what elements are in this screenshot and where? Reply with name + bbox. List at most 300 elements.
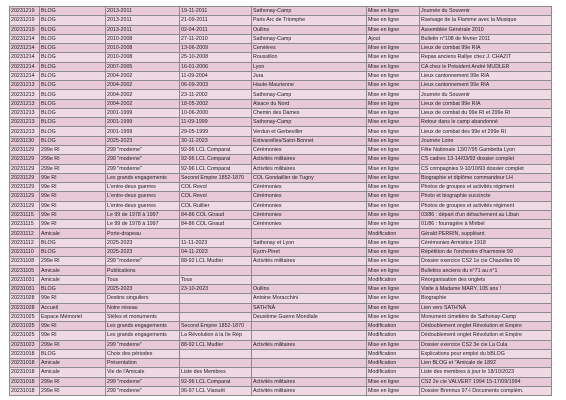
table-row bbox=[10, 284, 552, 293]
table-row bbox=[10, 349, 552, 358]
subcategory-cell: La Révolution à la IIe Rép bbox=[180, 331, 252, 340]
subcategory-cell: 92-96 LCL Comparat bbox=[180, 164, 252, 173]
table-row bbox=[10, 229, 552, 238]
description-cell: CS compagnies 9-10/10/93 dossier complet bbox=[420, 164, 552, 173]
date-cell: 20231129 bbox=[10, 145, 40, 154]
subcategory-cell bbox=[180, 229, 252, 238]
description-cell: Lien BLOG et "Amicale de 1892 bbox=[420, 359, 552, 368]
section-cell: BLOG bbox=[40, 44, 106, 53]
date-cell: 20231219 bbox=[10, 16, 40, 25]
category-cell: 2001-1999 bbox=[106, 108, 180, 117]
action-cell: Mise en ligne bbox=[367, 284, 420, 293]
category-cell: 2004-2002 bbox=[106, 90, 180, 99]
date-cell: 20231112 bbox=[10, 229, 40, 238]
table-row bbox=[10, 312, 552, 321]
subcategory-cell: 25-10-2008 bbox=[180, 53, 252, 62]
description-cell: Dédoublement onglet Révolution et Empire bbox=[420, 331, 552, 340]
detail-cell: COL Gondaillier de Tugny bbox=[252, 173, 367, 182]
section-cell: 299e RI bbox=[40, 340, 106, 349]
subcategory-cell: 92-96 LCL Comparat bbox=[180, 377, 252, 386]
date-cell: 20231213 bbox=[10, 90, 40, 99]
detail-cell bbox=[252, 359, 367, 368]
table-row bbox=[10, 71, 552, 80]
detail-cell: Cérémonies bbox=[252, 183, 367, 192]
section-cell: BLOG bbox=[40, 53, 106, 62]
date-cell: 20231213 bbox=[10, 127, 40, 136]
category-cell: Les grands engagements bbox=[106, 322, 180, 331]
category-cell: Présentation bbox=[106, 359, 180, 368]
subcategory-cell: 92-96 LCL Comparat bbox=[180, 145, 252, 154]
subcategory-cell: 11-09-2004 bbox=[180, 71, 252, 80]
section-cell: BLOG bbox=[40, 118, 106, 127]
date-cell: 20231213 bbox=[10, 81, 40, 90]
subcategory-cell: 96-97 LCL Viaouët bbox=[180, 386, 252, 395]
action-cell: Modification bbox=[367, 322, 420, 331]
subcategory-cell: 16-01-2006 bbox=[180, 62, 252, 71]
action-cell: Mise en ligne bbox=[367, 386, 420, 395]
action-cell: Mise en ligne bbox=[367, 71, 420, 80]
description-cell: Photos de groupes et activités régiment bbox=[420, 183, 552, 192]
date-cell: 20231213 bbox=[10, 99, 40, 108]
detail-cell: Activités militaires bbox=[252, 386, 367, 395]
date-cell: 20231018 bbox=[10, 359, 40, 368]
description-cell: Journée Loire bbox=[420, 136, 552, 145]
section-cell: 299e RI bbox=[40, 257, 106, 266]
section-cell: 99e RI bbox=[40, 294, 106, 303]
action-cell: Mise en ligne bbox=[367, 53, 420, 62]
table-row bbox=[10, 192, 552, 201]
subcategory-cell: 84-86 COL Giraud bbox=[180, 220, 252, 229]
table-row bbox=[10, 108, 552, 117]
date-cell: 20231025 bbox=[10, 331, 40, 340]
action-cell: Mise en ligne bbox=[367, 266, 420, 275]
subcategory-cell: 11-11-2023 bbox=[180, 238, 252, 247]
date-cell: 20231129 bbox=[10, 201, 40, 210]
category-cell: 2004-2002 bbox=[106, 71, 180, 80]
detail-cell: Antoine Moracchini bbox=[252, 294, 367, 303]
description-cell: Lieux de combat du 99e RI et 299e RI bbox=[420, 108, 552, 117]
description-cell: CS cadres 13-14/03/93 dossier complet bbox=[420, 155, 552, 164]
category-cell: Le 99 de 1978 à 1997 bbox=[106, 210, 180, 219]
subcategory-cell bbox=[180, 266, 252, 275]
table-row bbox=[10, 62, 552, 71]
subcategory-cell: Second Empire 1852-1870 bbox=[180, 322, 252, 331]
detail-cell: Jura bbox=[252, 71, 367, 80]
subcategory-cell bbox=[180, 294, 252, 303]
subcategory-cell: 18-05-2002 bbox=[180, 99, 252, 108]
change-log-table bbox=[9, 6, 552, 396]
date-cell: 20231108 bbox=[10, 257, 40, 266]
table-row bbox=[10, 247, 552, 256]
table-row bbox=[10, 90, 552, 99]
date-cell: 20231214 bbox=[10, 44, 40, 53]
section-cell: BLOG bbox=[40, 16, 106, 25]
date-cell: 20231130 bbox=[10, 136, 40, 145]
description-cell: Bulletin n°108 de février 2011 bbox=[420, 34, 552, 43]
description-cell: 01/86 : fourragère à Miribel bbox=[420, 220, 552, 229]
description-cell: Dossier exercice CS2 3e cie La Cula bbox=[420, 340, 552, 349]
section-cell: BLOG bbox=[40, 127, 106, 136]
table-row bbox=[10, 266, 552, 275]
table-row bbox=[10, 322, 552, 331]
table-row bbox=[10, 331, 552, 340]
action-cell: Mise en ligne bbox=[367, 108, 420, 117]
description-cell: Fête Nationale 13/07/95 Gambetta Lyon bbox=[420, 145, 552, 154]
action-cell: Mise en ligne bbox=[367, 192, 420, 201]
action-cell: Mise en ligne bbox=[367, 99, 420, 108]
date-cell: 20231018 bbox=[10, 377, 40, 386]
section-cell: Amicale bbox=[40, 368, 106, 377]
table-row bbox=[10, 44, 552, 53]
table-row bbox=[10, 340, 552, 349]
description-cell: Lieux de combat 99e RIA bbox=[420, 99, 552, 108]
section-cell: 99e RI bbox=[40, 331, 106, 340]
description-cell: Lieux de combat des 99e et 299e RI bbox=[420, 127, 552, 136]
table-row bbox=[10, 53, 552, 62]
description-cell: Dédoublement onglet Révolution et Empire bbox=[420, 322, 552, 331]
description-cell: Liste des membres à jour le 18/10/2023 bbox=[420, 368, 552, 377]
section-cell: 299e RI bbox=[40, 155, 106, 164]
category-cell: 299 "moderne" bbox=[106, 164, 180, 173]
table-row bbox=[10, 386, 552, 395]
subcategory-cell: 02-04-2011 bbox=[180, 25, 252, 34]
category-cell: 2001-1999 bbox=[106, 118, 180, 127]
detail-cell: Haute-Maurienne bbox=[252, 81, 367, 90]
action-cell: Mise en ligne bbox=[367, 340, 420, 349]
subcategory-cell: 11-09-1999 bbox=[180, 118, 252, 127]
section-cell: Amicale bbox=[40, 266, 106, 275]
category-cell: Les grands engagements bbox=[106, 331, 180, 340]
action-cell: Mise en ligne bbox=[367, 44, 420, 53]
subcategory-cell: 10-06-2000 bbox=[180, 108, 252, 117]
change-log-body bbox=[10, 7, 552, 396]
detail-cell: Eyzin-Pinet bbox=[252, 247, 367, 256]
detail-cell: Cérémonies bbox=[252, 192, 367, 201]
action-cell: Modification bbox=[367, 331, 420, 340]
date-cell: 20231214 bbox=[10, 62, 40, 71]
description-cell: Visite à Madame MARY, 105 ans ! bbox=[420, 284, 552, 293]
category-cell: 2013-2011 bbox=[106, 16, 180, 25]
date-cell: 20231129 bbox=[10, 155, 40, 164]
date-cell: 20231018 bbox=[10, 368, 40, 377]
category-cell: 2010-2008 bbox=[106, 53, 180, 62]
date-cell: 20231213 bbox=[10, 108, 40, 117]
table-row bbox=[10, 257, 552, 266]
action-cell: Modification bbox=[367, 359, 420, 368]
subcategory-cell bbox=[180, 312, 252, 321]
detail-cell: Roussillon bbox=[252, 53, 367, 62]
subcategory-cell: 84-86 COL Giraud bbox=[180, 210, 252, 219]
section-cell: 99e RI bbox=[40, 322, 106, 331]
section-cell: BLOG bbox=[40, 34, 106, 43]
category-cell: L'entre-deux guerres bbox=[106, 192, 180, 201]
category-cell: 2007-2005 bbox=[106, 62, 180, 71]
detail-cell: Sathonay-Camp bbox=[252, 7, 367, 16]
subcategory-cell: 29-05-1999 bbox=[180, 127, 252, 136]
action-cell: Mise en ligne bbox=[367, 118, 420, 127]
subcategory-cell: 04-11-2023 bbox=[180, 247, 252, 256]
description-cell: Biographie bbox=[420, 294, 552, 303]
table-row bbox=[10, 99, 552, 108]
action-cell: Mise en ligne bbox=[367, 238, 420, 247]
action-cell: Mise en ligne bbox=[367, 62, 420, 71]
table-row bbox=[10, 145, 552, 154]
date-cell: 20231115 bbox=[10, 210, 40, 219]
subcategory-cell: 21-09-2011 bbox=[180, 16, 252, 25]
section-cell: BLOG bbox=[40, 238, 106, 247]
detail-cell: Oullins bbox=[252, 25, 367, 34]
subcategory-cell: 19-11-2011 bbox=[180, 7, 252, 16]
category-cell: 299 "moderne" bbox=[106, 340, 180, 349]
date-cell: 20231219 bbox=[10, 25, 40, 34]
action-cell: Mise en ligne bbox=[367, 127, 420, 136]
category-cell: Stèles et monuments bbox=[106, 312, 180, 321]
subcategory-cell: COL Ruillier bbox=[180, 201, 252, 210]
table-row bbox=[10, 303, 552, 312]
table-row bbox=[10, 34, 552, 43]
detail-cell: Cérémonies bbox=[252, 201, 367, 210]
date-cell: 20231115 bbox=[10, 220, 40, 229]
action-cell: Modification bbox=[367, 368, 420, 377]
action-cell: Mise en ligne bbox=[367, 210, 420, 219]
description-cell: Repas anciens Rallye chez J. CHAZIT bbox=[420, 53, 552, 62]
subcategory-cell: Tous bbox=[180, 275, 252, 284]
detail-cell bbox=[252, 368, 367, 377]
description-cell: Lien vers SATH'NÂ bbox=[420, 303, 552, 312]
date-cell: 20231018 bbox=[10, 386, 40, 395]
category-cell: Notre réseau bbox=[106, 303, 180, 312]
category-cell: 299 "moderne" bbox=[106, 257, 180, 266]
action-cell: Mise en ligne bbox=[367, 136, 420, 145]
detail-cell: Cérémonies bbox=[252, 145, 367, 154]
category-cell: 299 "moderne" bbox=[106, 155, 180, 164]
date-cell: 20231023 bbox=[10, 340, 40, 349]
description-cell: CA chez le Président André MUDLER bbox=[420, 62, 552, 71]
detail-cell: Activités militaires bbox=[252, 340, 367, 349]
description-cell: Photo et biographie succincte bbox=[420, 192, 552, 201]
table-row bbox=[10, 294, 552, 303]
action-cell: Mise en ligne bbox=[367, 16, 420, 25]
detail-cell bbox=[252, 331, 367, 340]
description-cell: 03/86 : départ d'un détachement au Liban bbox=[420, 210, 552, 219]
description-cell: Lieux cantonnement 99e RIA bbox=[420, 71, 552, 80]
category-cell: 2004-2002 bbox=[106, 99, 180, 108]
detail-cell: Cérémonies bbox=[252, 210, 367, 219]
description-cell: Monument cimetière de Sathonay-Camp bbox=[420, 312, 552, 321]
date-cell: 20231018 bbox=[10, 349, 40, 358]
subcategory-cell: Second Empire 1852-1870 bbox=[180, 173, 252, 182]
description-cell: Dossier Brennus 97-I Documents complém. bbox=[420, 386, 552, 395]
detail-cell: Sathonay-Camp bbox=[252, 34, 367, 43]
description-cell: Lieux cantonnement 99e RIA bbox=[420, 81, 552, 90]
subcategory-cell: 88-92 LCL Mudler bbox=[180, 340, 252, 349]
detail-cell: Activités militaires bbox=[252, 155, 367, 164]
section-cell: 99e RI bbox=[40, 183, 106, 192]
action-cell: Mise en ligne bbox=[367, 81, 420, 90]
description-cell: Explications pour emploi du bBLOG bbox=[420, 349, 552, 358]
category-cell: Destins singuliers bbox=[106, 294, 180, 303]
category-cell: 299 "moderne" bbox=[106, 377, 180, 386]
description-cell: Assemblée Générale 2010 bbox=[420, 25, 552, 34]
section-cell: Amicale bbox=[40, 359, 106, 368]
date-cell: 20231219 bbox=[10, 7, 40, 16]
subcategory-cell bbox=[180, 303, 252, 312]
subcategory-cell: 30-11-2023 bbox=[180, 136, 252, 145]
category-cell: 2010-2008 bbox=[106, 44, 180, 53]
category-cell: 2001-1999 bbox=[106, 127, 180, 136]
subcategory-cell bbox=[180, 349, 252, 358]
detail-cell bbox=[252, 322, 367, 331]
section-cell: Accueil bbox=[40, 303, 106, 312]
detail-cell: Sathonay-Camp bbox=[252, 90, 367, 99]
detail-cell: Activités militaires bbox=[252, 377, 367, 386]
subcategory-cell: 06-09-2003 bbox=[180, 81, 252, 90]
action-cell: Mise en ligne bbox=[367, 173, 420, 182]
section-cell: 299e RI bbox=[40, 145, 106, 154]
category-cell: Porte-drapeau bbox=[106, 229, 180, 238]
category-cell: 2004-2002 bbox=[106, 81, 180, 90]
action-cell: Modification bbox=[367, 349, 420, 358]
section-cell: Amicale bbox=[40, 229, 106, 238]
date-cell: 20231028 bbox=[10, 294, 40, 303]
section-cell: BLOG bbox=[40, 90, 106, 99]
detail-cell bbox=[252, 229, 367, 238]
detail-cell: Sathonay et Lyon bbox=[252, 238, 367, 247]
section-cell: 99e RI bbox=[40, 210, 106, 219]
table-row bbox=[10, 136, 552, 145]
subcategory-cell: 27-11-2010 bbox=[180, 34, 252, 43]
date-cell: 20231129 bbox=[10, 173, 40, 182]
date-cell: 20231031 bbox=[10, 275, 40, 284]
description-cell: Journée du Souvenir bbox=[420, 90, 552, 99]
detail-cell bbox=[252, 266, 367, 275]
subcategory-cell: 13-06-2009 bbox=[180, 44, 252, 53]
category-cell: 2025-2023 bbox=[106, 247, 180, 256]
category-cell: Vie de l'Amicale bbox=[106, 368, 180, 377]
detail-cell: Paris Arc de Triomphe bbox=[252, 16, 367, 25]
detail-cell: Activités militaires bbox=[252, 164, 367, 173]
table-row bbox=[10, 164, 552, 173]
detail-cell: Estivareilles/Saint-Bonnet bbox=[252, 136, 367, 145]
detail-cell: Verdun et Gerbeviller bbox=[252, 127, 367, 136]
description-cell: Retour dans le camp abandonné bbox=[420, 118, 552, 127]
subcategory-cell bbox=[180, 359, 252, 368]
table-row bbox=[10, 359, 552, 368]
section-cell: BLOG bbox=[40, 71, 106, 80]
detail-cell: Chemin des Dames bbox=[252, 108, 367, 117]
section-cell: BLOG bbox=[40, 7, 106, 16]
detail-cell bbox=[252, 275, 367, 284]
description-cell: Ravivage de la Flamme avec la Musique bbox=[420, 16, 552, 25]
action-cell: Modification bbox=[367, 229, 420, 238]
description-cell: Cérémonies Armistice 1918 bbox=[420, 238, 552, 247]
section-cell: 99e RI bbox=[40, 220, 106, 229]
action-cell: Mise en ligne bbox=[367, 257, 420, 266]
date-cell: 20231028 bbox=[10, 303, 40, 312]
action-cell: Mise en ligne bbox=[367, 312, 420, 321]
section-cell: BLOG bbox=[40, 108, 106, 117]
section-cell: 99e RI bbox=[40, 201, 106, 210]
date-cell: 20231129 bbox=[10, 183, 40, 192]
detail-cell: Cervières bbox=[252, 44, 367, 53]
table-row bbox=[10, 173, 552, 182]
date-cell: 20231129 bbox=[10, 164, 40, 173]
subcategory-cell: Liste des Membres bbox=[180, 368, 252, 377]
category-cell: 2013-2011 bbox=[106, 7, 180, 16]
table-row bbox=[10, 275, 552, 284]
table-row bbox=[10, 25, 552, 34]
table-row bbox=[10, 238, 552, 247]
date-cell: 20231213 bbox=[10, 118, 40, 127]
date-cell: 20231129 bbox=[10, 192, 40, 201]
action-cell: Mise en ligne bbox=[367, 247, 420, 256]
table-row bbox=[10, 155, 552, 164]
category-cell: 2025-2023 bbox=[106, 136, 180, 145]
detail-cell: SATH'NÂ bbox=[252, 303, 367, 312]
category-cell: 299 "moderne" bbox=[106, 386, 180, 395]
section-cell: BLOG bbox=[40, 99, 106, 108]
date-cell: 20231112 bbox=[10, 238, 40, 247]
section-cell: BLOG bbox=[40, 81, 106, 90]
table-row bbox=[10, 210, 552, 219]
date-cell: 20231025 bbox=[10, 312, 40, 321]
action-cell: Mise en ligne bbox=[367, 377, 420, 386]
category-cell: 2025-2023 bbox=[106, 284, 180, 293]
category-cell: Le 99 de 1978 à 1997 bbox=[106, 220, 180, 229]
table-row bbox=[10, 201, 552, 210]
date-cell: 20231214 bbox=[10, 53, 40, 62]
category-cell: Publications bbox=[106, 266, 180, 275]
category-cell: Choix des périodes bbox=[106, 349, 180, 358]
section-cell: BLOG bbox=[40, 136, 106, 145]
date-cell: 20231025 bbox=[10, 322, 40, 331]
description-cell: Gérald PERRIN, suppléant bbox=[420, 229, 552, 238]
detail-cell: Deuxième Guerre Mondiale bbox=[252, 312, 367, 321]
description-cell: Biographie et diplôme commandeur LH bbox=[420, 173, 552, 182]
category-cell: 2013-2011 bbox=[106, 25, 180, 34]
section-cell: 299e RI bbox=[40, 164, 106, 173]
action-cell: Mise en ligne bbox=[367, 294, 420, 303]
action-cell: Mise en ligne bbox=[367, 164, 420, 173]
subcategory-cell: COL Revol bbox=[180, 192, 252, 201]
section-cell: BLOG bbox=[40, 62, 106, 71]
section-cell: 99e RI bbox=[40, 173, 106, 182]
detail-cell: Cérémonies bbox=[252, 220, 367, 229]
subcategory-cell: 92-96 LCL Comparat bbox=[180, 155, 252, 164]
detail-cell: Oullins bbox=[252, 284, 367, 293]
action-cell: Mise en ligne bbox=[367, 145, 420, 154]
subcategory-cell: 23-10-2023 bbox=[180, 284, 252, 293]
description-cell: CS2 2e cie VALVERT 1994 15-17/09/1994 bbox=[420, 377, 552, 386]
description-cell: Bulletins anciens du n°71 au n°1 bbox=[420, 266, 552, 275]
date-cell: 20231110 bbox=[10, 247, 40, 256]
section-cell: BLOG bbox=[40, 247, 106, 256]
section-cell: 99e RI bbox=[40, 192, 106, 201]
description-cell: Réorganisation des onglets bbox=[420, 275, 552, 284]
table-row bbox=[10, 7, 552, 16]
table-row bbox=[10, 220, 552, 229]
date-cell: 20231105 bbox=[10, 266, 40, 275]
table-row bbox=[10, 81, 552, 90]
section-cell: BLOG bbox=[40, 25, 106, 34]
action-cell: Ajout bbox=[367, 34, 420, 43]
action-cell: Mise en ligne bbox=[367, 303, 420, 312]
detail-cell: Lyon bbox=[252, 62, 367, 71]
section-cell: Amicale bbox=[40, 275, 106, 284]
table-row bbox=[10, 183, 552, 192]
category-cell: 2025-2023 bbox=[106, 238, 180, 247]
date-cell: 20231214 bbox=[10, 34, 40, 43]
